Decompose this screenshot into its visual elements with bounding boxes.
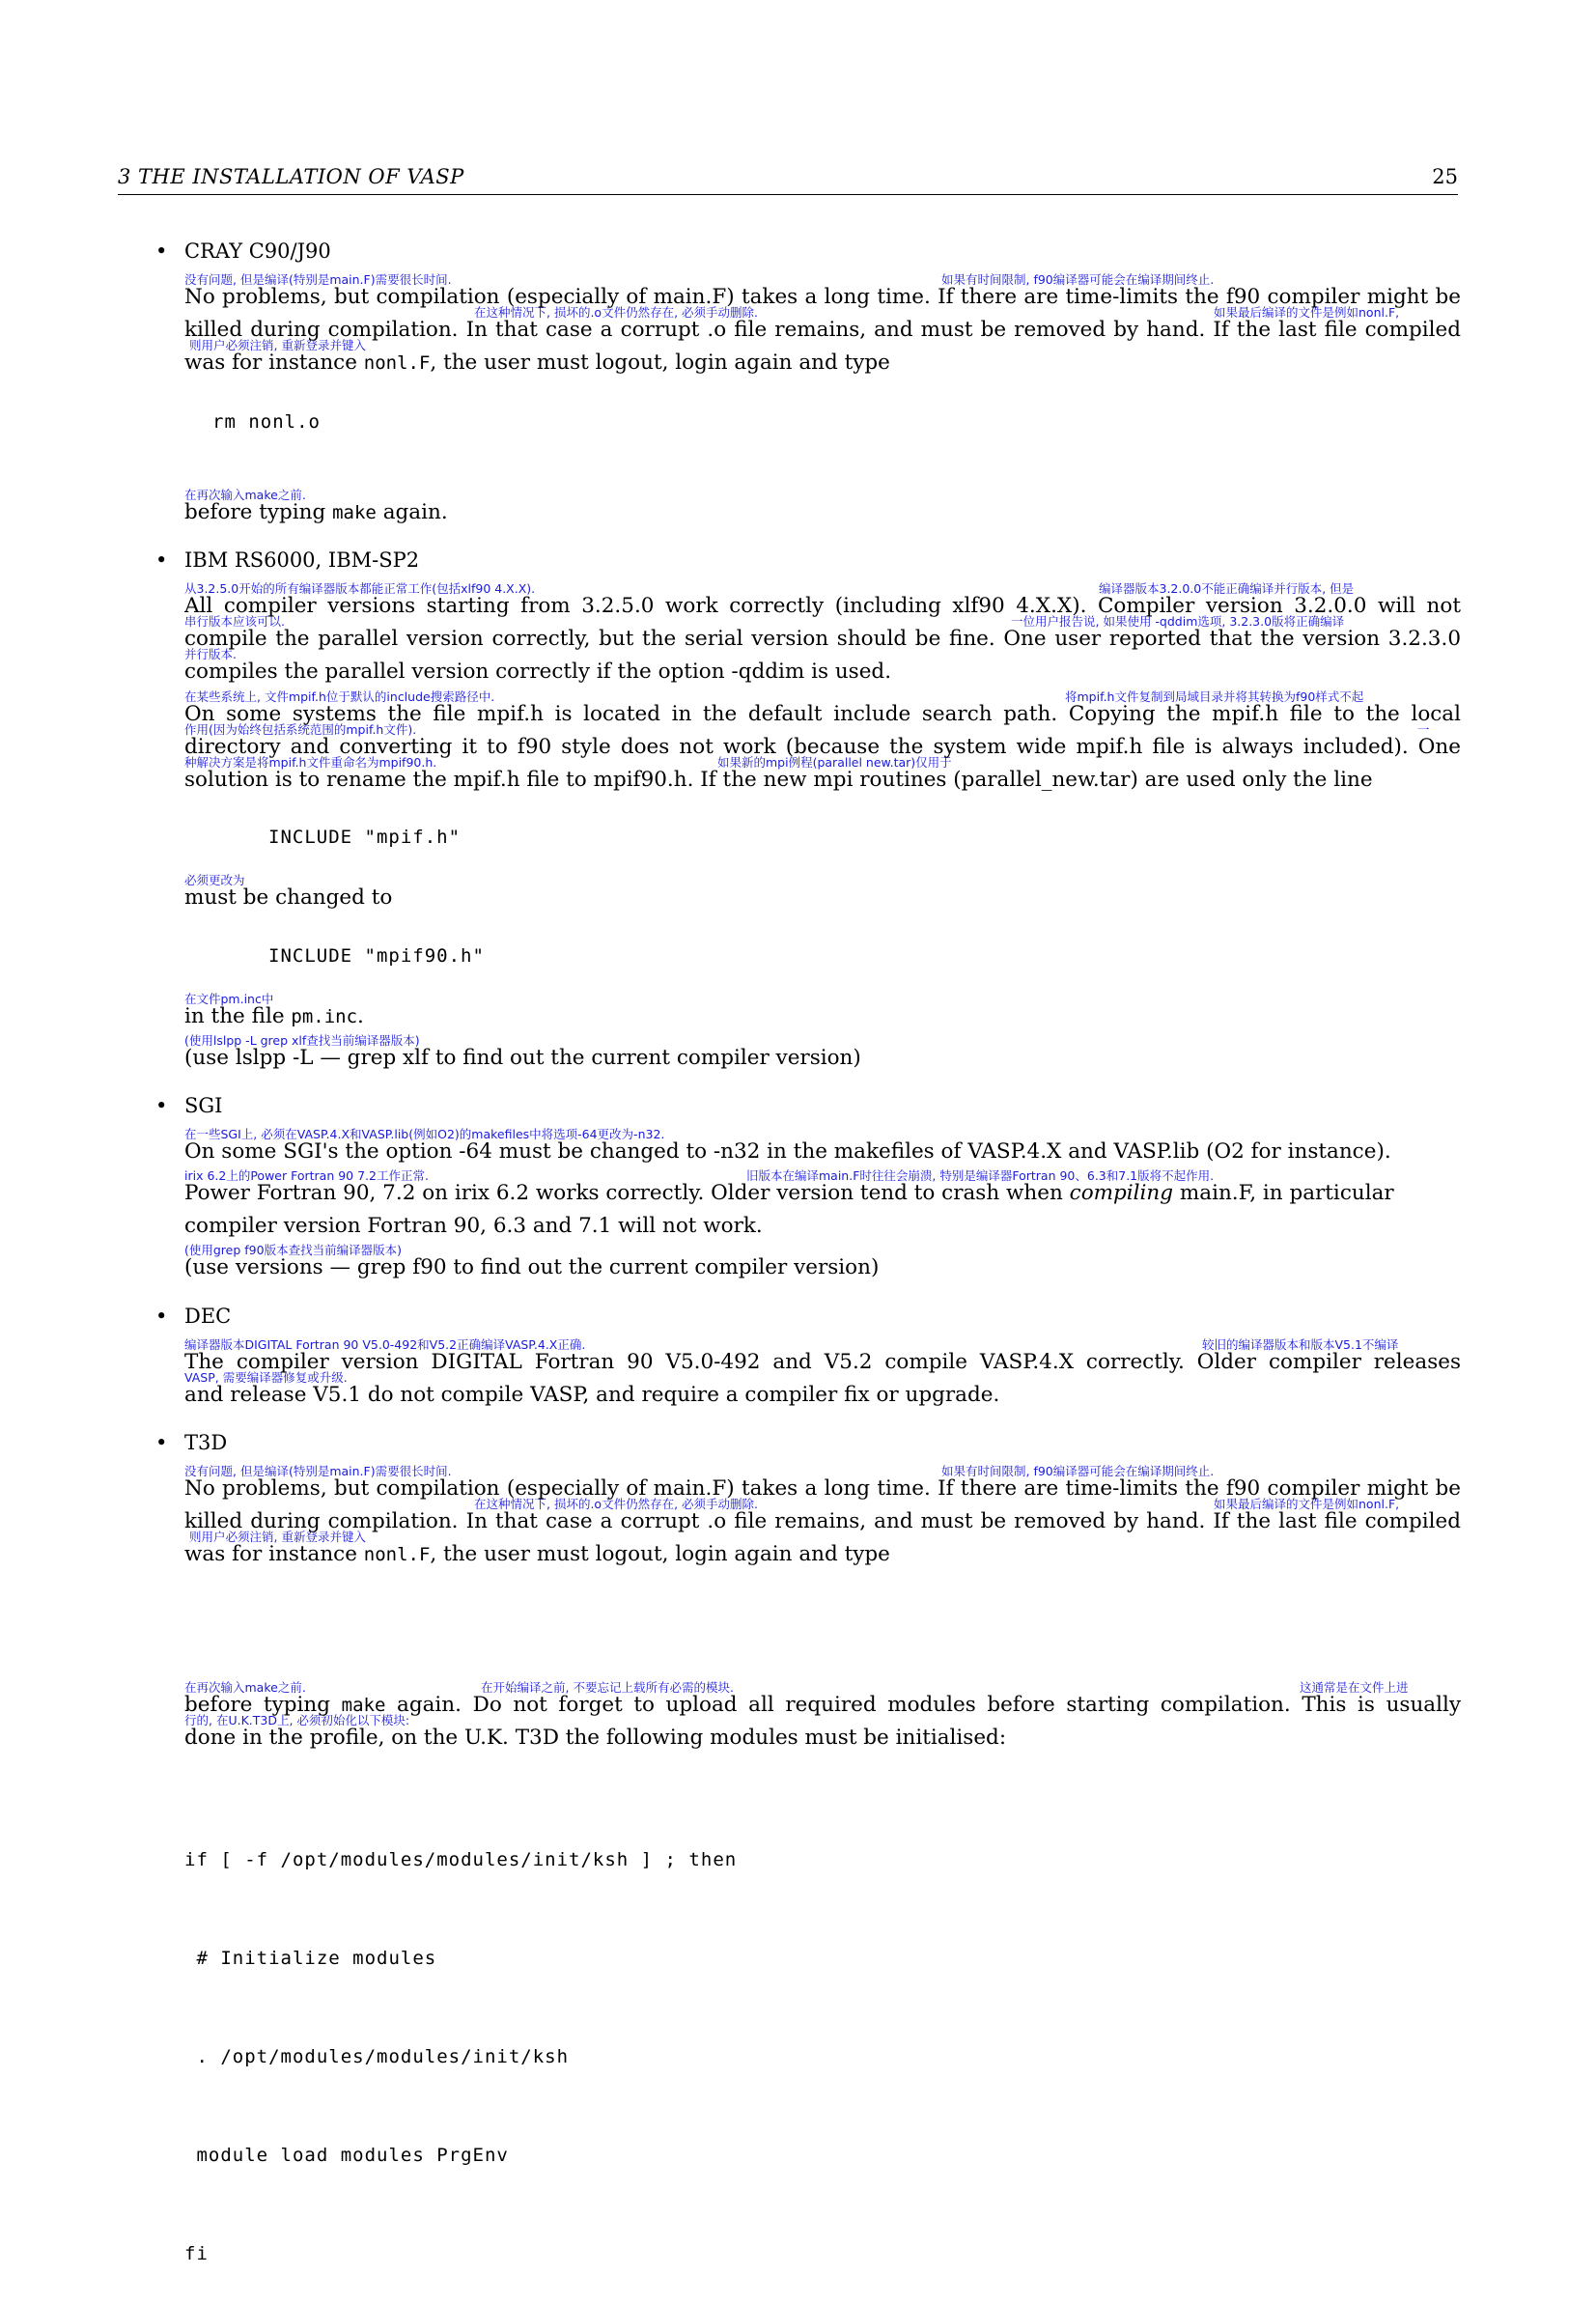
text-line: was for instance nonl.F, the user must logout, login again and type — [184, 1542, 890, 1566]
paragraph-ibm — [184, 590, 1461, 688]
annotation: 这通常是在文件上进 — [1300, 1680, 1409, 1695]
text-line: On some SGI's the option -64 must be changed to -n32 in the makefiles of VASP.4.X and VASP.lib (O2 for instance). — [184, 1139, 1391, 1164]
annotation: 作用(因为始终包括系统范围的mpif.h文件). — [184, 722, 417, 737]
annotation: 在这种情况下, 损坏的.o文件仍然存在, 必须手动删除. — [474, 305, 758, 320]
bullet-cray — [155, 239, 331, 263]
bullet-dec — [155, 1305, 232, 1328]
bullet-dot: • — [155, 1094, 168, 1117]
text-line: directory and converting it to f90 style does not work (because the system wide mpif.h file is always included). One — [184, 735, 1461, 759]
filename: nonl.F — [363, 352, 431, 374]
annotation: 在再次输入make之前. — [184, 1680, 306, 1695]
annotation: 没有问题, 但是编译(特别是main.F)需要很长时间. — [184, 272, 452, 287]
annotation: 在再次输入make之前. — [184, 488, 306, 502]
emphasis: compiling — [1069, 1181, 1174, 1205]
annotation: 从3.2.5.0开始的所有编译器版本都能正常工作(包括xlf90 4.X.X). — [184, 581, 536, 596]
text-line: before typing make again. Do not forget to upload all required modules before starting compilation. This is usually — [184, 1693, 1461, 1717]
paragraph-t3d-modules — [184, 1689, 1461, 1755]
annotation: 编译器版本3.2.0.0不能正确编译并行版本, 但是 — [1099, 581, 1355, 596]
annotation: 较旧的编译器版本和版本V5.1不编译 — [1202, 1337, 1399, 1352]
bullet-dot: • — [155, 1305, 168, 1328]
annotation: (使用grep f90版本查找当前编译器版本) — [184, 1243, 402, 1257]
bullet-label: T3D — [184, 1431, 228, 1454]
text-line: and release V5.1 do not compile VASP, and require a compiler fix or upgrade. — [184, 1383, 1000, 1407]
text-line: (use lslpp -L — grep xlf to find out the current compiler version) — [184, 1046, 861, 1070]
bullet-ibm — [155, 548, 420, 572]
command: make — [332, 502, 377, 523]
annotation: 旧版本在编译main.F时往往会崩溃, 特别是编译器Fortran 90、6.3和7.1版将不起作用. — [746, 1168, 1215, 1183]
paragraph — [184, 1000, 1461, 1033]
bullet-t3d — [155, 1431, 228, 1454]
filename: pm.inc — [291, 1006, 358, 1027]
text-line: On some systems the file mpif.h is located in the default include search path. Copying the mpif.h file to the local — [184, 702, 1461, 726]
paragraph-cray — [184, 281, 1461, 379]
bullet-dot: • — [155, 548, 168, 572]
paragraph-dec — [184, 1346, 1461, 1412]
page-number: 25 — [1432, 165, 1458, 188]
text-line: The compiler version DIGITAL Fortran 90 V5.0-492 and V5.2 compile VASP.4.X correctly. Older compiler releases — [184, 1350, 1461, 1374]
bullet-label: SGI — [184, 1094, 223, 1117]
code-line: # Initialize modules — [184, 1948, 437, 1969]
code-line: fi — [184, 2243, 209, 2264]
page-header — [118, 165, 1458, 195]
annotation: 在某些系统上, 文件mpif.h位于默认的include搜索路径中. — [184, 689, 495, 704]
text-line: compile the parallel version correctly, but the serial version should be fine. One user reported that the version 3.2.3.0 — [184, 627, 1461, 651]
annotation: 如果有时间限制, f90编译器可能会在编译期间终止. — [941, 1464, 1215, 1478]
text-line: solution is to rename the mpif.h file to mpif90.h. If the new mpi routines (parallel_new.tar) are used only the line — [184, 768, 1373, 792]
paragraph — [184, 1251, 1461, 1284]
text-line: Power Fortran 90, 7.2 on irix 6.2 works correctly. Older version tend to crash when compiling main.F, in particular — [184, 1181, 1394, 1205]
code-line: module load modules PrgEnv — [184, 2145, 509, 2166]
annotation: 则用户必须注销, 重新登录并键入 — [189, 1530, 366, 1544]
bullet-label: CRAY C90/J90 — [184, 239, 331, 263]
annotation: 一 — [1417, 722, 1430, 737]
paragraph-sgi — [184, 1177, 1461, 1243]
running-title: 3 THE INSTALLATION OF VASP — [118, 165, 464, 188]
paragraph-t3d — [184, 1473, 1461, 1571]
annotation: 如果有时间限制, f90编译器可能会在编译期间终止. — [941, 272, 1215, 287]
annotation: 如果新的mpi例程(parallel new.tar)仅用于 — [717, 755, 952, 770]
code-line: if [ -f /opt/modules/modules/init/ksh ] ; then — [184, 1849, 738, 1870]
code-block: rm nonl.o — [212, 411, 321, 433]
text-line: was for instance nonl.F, the user must logout, login again and type — [184, 351, 890, 375]
bullet-label: DEC — [184, 1305, 232, 1328]
text-line: All compiler versions starting from 3.2.5.0 work correctly (including xlf90 4.X.X). Compiler version 3.2.0.0 will not — [184, 594, 1461, 618]
code-block: INCLUDE "mpif.h" — [268, 827, 462, 848]
code-line: . /opt/modules/modules/init/ksh — [184, 2046, 570, 2067]
annotation: 串行版本应该可以. — [184, 614, 285, 629]
bullet-sgi — [155, 1094, 223, 1117]
annotation: irix 6.2上的Power Fortran 90 7.2工作正常. — [184, 1168, 429, 1183]
text-line: killed during compilation. In that case a corrupt .o file remains, and must be removed by hand. If the last file compiled — [184, 1509, 1461, 1533]
annotation: 在开始编译之前, 不要忘记上载所有必需的模块. — [481, 1680, 734, 1695]
bullet-label: IBM RS6000, IBM-SP2 — [184, 548, 420, 572]
paragraph — [184, 1042, 1461, 1075]
annotation: 必须更改为 — [184, 873, 245, 887]
paragraph-ibm-mpif — [184, 698, 1461, 797]
bullet-dot: • — [155, 1431, 168, 1454]
text-line: done in the profile, on the U.K. T3D the following modules must be initialised: — [184, 1726, 1007, 1750]
annotation: 并行版本. — [184, 647, 237, 661]
text-line: compiler version Fortran 90, 6.3 and 7.1 will not work. — [184, 1214, 763, 1238]
command: make — [341, 1695, 386, 1716]
paragraph — [184, 1136, 1461, 1168]
text-line: (use versions — grep f90 to find out the current compiler version) — [184, 1255, 880, 1279]
annotation: VASP, 需要编译器修复或升级. — [184, 1370, 348, 1385]
text-line: in the file pm.inc. — [184, 1004, 364, 1028]
annotation: 如果最后编译的文件是例如nonl.F, — [1214, 305, 1400, 320]
filename: nonl.F — [363, 1544, 431, 1565]
text-line: killed during compilation. In that case a corrupt .o file remains, and must be removed by hand. If the last file compiled — [184, 318, 1461, 342]
shell-code-block — [184, 1778, 737, 2303]
text-line: before typing make again. — [184, 500, 448, 524]
annotation: 没有问题, 但是编译(特别是main.F)需要很长时间. — [184, 1464, 452, 1478]
annotation: (使用lslpp -L grep xlf查找当前编译器版本) — [184, 1033, 420, 1048]
annotation: 在这种情况下, 损坏的.o文件仍然存在, 必须手动删除. — [474, 1497, 758, 1511]
annotation: 在一些SGI上, 必须在VASP.4.X和VASP.lib(例如O2)的makefiles中将选项-64更改为-n32. — [184, 1127, 665, 1141]
paragraph — [184, 882, 1461, 914]
annotation: 种解决方案是将mpif.h文件重命名为mpif90.h. — [184, 755, 437, 770]
annotation: 将mpif.h文件复制到局域目录并将其转换为f90样式不起 — [1065, 689, 1364, 704]
annotation: 行的, 在U.K.T3D上, 必须初始化以下模块: — [184, 1713, 410, 1727]
paragraph — [184, 496, 1461, 529]
annotation: 在文件pm.inc中 — [184, 992, 274, 1006]
annotation: 一位用户报告说, 如果使用 -qddim选项, 3.2.3.0版将正确编译 — [1011, 614, 1345, 629]
text-line: No problems, but compilation (especially of main.F) takes a long time. If there are time-limits the f90 compiler might be — [184, 285, 1461, 309]
annotation: 编译器版本DIGITAL Fortran 90 V5.0-492和V5.2正确编译VASP.4.X正确. — [184, 1337, 586, 1352]
annotation: 则用户必须注销, 重新登录并键入 — [189, 338, 366, 352]
code-block: INCLUDE "mpif90.h" — [268, 945, 485, 967]
text-line: compiles the parallel version correctly if the option -qddim is used. — [184, 660, 892, 684]
text-line: must be changed to — [184, 885, 393, 910]
annotation: 如果最后编译的文件是例如nonl.F, — [1214, 1497, 1400, 1511]
bullet-dot: • — [155, 239, 168, 263]
text-line: No problems, but compilation (especially of main.F) takes a long time. If there are time-limits the f90 compiler might be — [184, 1476, 1461, 1501]
